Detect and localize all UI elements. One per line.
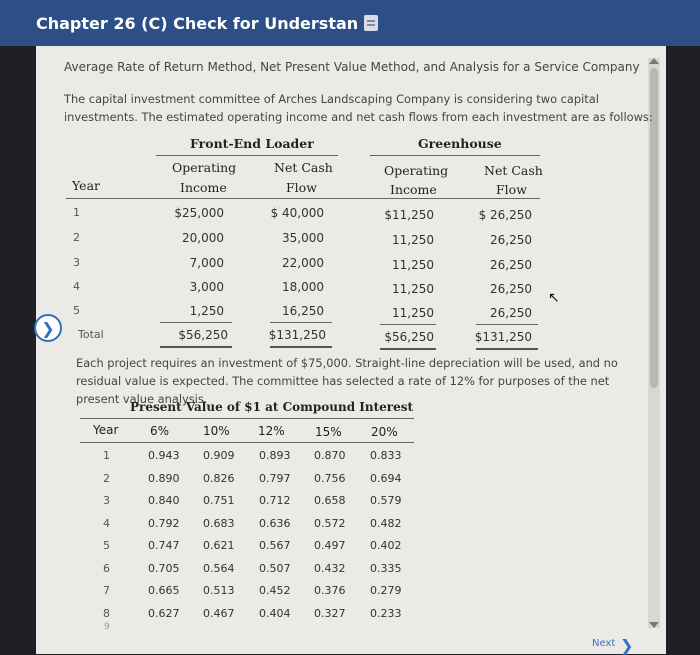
pv-col-12: 12% [258, 424, 285, 438]
col-fe-income: Income [180, 180, 227, 195]
pv-col-10: 10% [203, 424, 230, 438]
double-rule [380, 348, 436, 350]
double-rule [270, 346, 332, 348]
pv-table-title: Present Value of $1 at Compound Interest [130, 400, 414, 414]
gh-operating-income-total: $56,250 [384, 330, 434, 344]
gh-operating-income: 11,250 [392, 258, 434, 272]
pv-factor: 0.870 [314, 449, 346, 462]
header-rule-front-end [156, 155, 338, 156]
pv-factor: 0.402 [370, 539, 402, 552]
pv-col-6: 6% [150, 424, 170, 438]
subtotal-rule [380, 324, 436, 325]
pv-factor: 0.751 [203, 494, 235, 507]
fe-net-cash-flow: 35,000 [282, 231, 324, 245]
pv-factor: 0.482 [370, 516, 402, 530]
fe-operating-income: 7,000 [189, 256, 224, 270]
pv-factor: 0.797 [259, 471, 291, 485]
problem-title: Average Rate of Return Method, Net Present Value Method, and Analysis for a Service Company [64, 60, 640, 74]
document-icon[interactable] [364, 15, 378, 31]
pv-factor: 0.792 [148, 516, 180, 530]
pv-col-15: 15% [315, 425, 342, 439]
pv-factor: 0.564 [203, 561, 235, 575]
pv-factor: 0.507 [259, 561, 291, 575]
pv-row-year: 4 [103, 516, 110, 530]
row-year: 2 [73, 231, 80, 244]
pv-factor: 0.756 [314, 471, 346, 485]
col-gh-income: Income [390, 182, 437, 197]
problem-panel [36, 46, 666, 654]
pv-factor: 0.658 [314, 494, 346, 507]
pv-factor: 0.279 [370, 584, 402, 597]
group-front-end-loader: Front-End Loader [190, 136, 314, 151]
pv-factor: 0.826 [203, 471, 235, 485]
row-year: 4 [73, 280, 80, 293]
subtotal-rule [270, 322, 332, 323]
pv-factor: 0.683 [203, 516, 235, 530]
pv-header-rule [80, 442, 414, 443]
pv-row-year: 1 [103, 449, 110, 462]
pv-factor: 0.497 [314, 539, 346, 552]
group-greenhouse: Greenhouse [418, 136, 502, 151]
pv-factor: 0.335 [370, 561, 402, 575]
gh-operating-income: $11,250 [384, 208, 434, 222]
pv-factor: 0.567 [259, 539, 291, 552]
next-problem-button[interactable] [34, 314, 62, 342]
pv-factor: 0.665 [148, 584, 180, 597]
col-fe-operating: Operating [172, 160, 237, 175]
pv-row-year: 2 [103, 471, 110, 485]
gh-net-cash-flow: 26,250 [490, 282, 532, 296]
double-rule [160, 346, 232, 348]
fe-net-cash-flow: 18,000 [282, 280, 324, 294]
col-gh-operating: Operating [384, 163, 449, 178]
total-label: Total [78, 328, 104, 341]
pv-factor: 0.467 [203, 606, 235, 620]
row-year: 1 [73, 206, 80, 219]
pv-factor: 0.627 [148, 606, 180, 620]
header-rule-greenhouse [370, 155, 540, 156]
gh-net-cash-flow-total: $131,250 [474, 330, 532, 344]
col-fe-flow: Flow [286, 180, 317, 195]
fe-net-cash-flow-total: $131,250 [268, 328, 326, 342]
pv-factor: 0.840 [148, 494, 180, 507]
scroll-down-icon[interactable] [649, 622, 659, 628]
double-rule [476, 348, 538, 350]
next-arrow-icon[interactable]: ❯ [620, 636, 634, 655]
gh-net-cash-flow: $ 26,250 [478, 208, 532, 222]
fe-net-cash-flow: 22,000 [282, 256, 324, 270]
pv-factor: 0.621 [203, 539, 235, 552]
gh-operating-income: 11,250 [392, 282, 434, 296]
pv-factor: 0.747 [148, 539, 180, 552]
pv-factor: 0.943 [148, 449, 180, 462]
pv-factor: 0.572 [314, 516, 346, 530]
pv-row-year: 5 [103, 539, 110, 552]
pv-title-rule [80, 418, 414, 419]
vertical-scrollbar[interactable] [648, 58, 660, 628]
fe-operating-income: 3,000 [189, 280, 224, 294]
title-bar [0, 0, 700, 46]
pv-col-year: Year [93, 423, 119, 437]
column-header-rule [66, 198, 540, 199]
pv-factor: 0.694 [370, 471, 402, 485]
col-gh-flow: Flow [496, 182, 527, 197]
pv-row-year: 3 [103, 494, 110, 507]
pv-row-year: 8 [103, 606, 110, 620]
gh-net-cash-flow: 26,250 [490, 306, 532, 320]
cursor-icon: ↖ [548, 290, 560, 306]
next-button[interactable]: Next [592, 638, 616, 649]
gh-net-cash-flow: 26,250 [490, 233, 532, 247]
pv-col-20: 20% [371, 425, 398, 439]
gh-net-cash-flow: 26,250 [490, 258, 532, 272]
gh-operating-income: 11,250 [392, 306, 434, 320]
pv-row-year: 6 [103, 561, 110, 575]
pv-factor: 0.376 [314, 584, 346, 597]
col-year: Year [72, 178, 100, 193]
pv-factor: 0.890 [148, 471, 180, 485]
subtotal-rule [160, 322, 232, 323]
pv-factor: 0.909 [203, 449, 235, 462]
fe-operating-income: 20,000 [182, 231, 224, 245]
col-fe-net-cash: Net Cash [274, 160, 333, 175]
pv-factor: 0.636 [259, 516, 291, 530]
pv-factor: 0.579 [370, 494, 402, 507]
fe-operating-income: $25,000 [174, 206, 224, 220]
investment-paragraph: Each project requires an investment of $75,000. Straight-line depreciation will be used, and no residual value is expected. The committee has selected a rate of 12% for purposes of the net present value analysis. [76, 356, 618, 406]
pv-factor: 0.233 [370, 606, 402, 620]
scroll-up-icon[interactable] [649, 58, 659, 64]
page-title: Chapter 26 (C) Check for Understan [36, 13, 359, 33]
pv-factor: 0.452 [259, 584, 291, 597]
pv-factor: 0.327 [314, 606, 346, 620]
pv-row-year: 7 [103, 584, 110, 597]
chevron-right-icon: ❯ [41, 318, 55, 338]
fe-net-cash-flow: 16,250 [282, 304, 324, 318]
fe-net-cash-flow: $ 40,000 [270, 206, 324, 220]
pv-factor: 0.404 [259, 606, 291, 620]
problem-intro: The capital investment committee of Arches Landscaping Company is considering two capital investments. The estimated operating income and net cash flows from each investment are as follows: [64, 92, 653, 124]
pv-factor: 0.893 [259, 449, 291, 462]
subtotal-rule [476, 324, 538, 325]
row-year: 5 [73, 304, 80, 317]
pv-factor: 0.833 [370, 449, 402, 462]
row-year: 3 [73, 256, 80, 269]
fe-operating-income-total: $56,250 [178, 328, 228, 342]
pv-factor: 0.705 [148, 561, 180, 575]
gh-operating-income: 11,250 [392, 233, 434, 247]
pv-factor: 0.712 [259, 494, 291, 507]
fe-operating-income: 1,250 [189, 304, 224, 318]
pv-factor: 0.513 [203, 584, 235, 597]
col-gh-net-cash: Net Cash [484, 163, 543, 178]
pv-factor: 0.432 [314, 561, 346, 575]
